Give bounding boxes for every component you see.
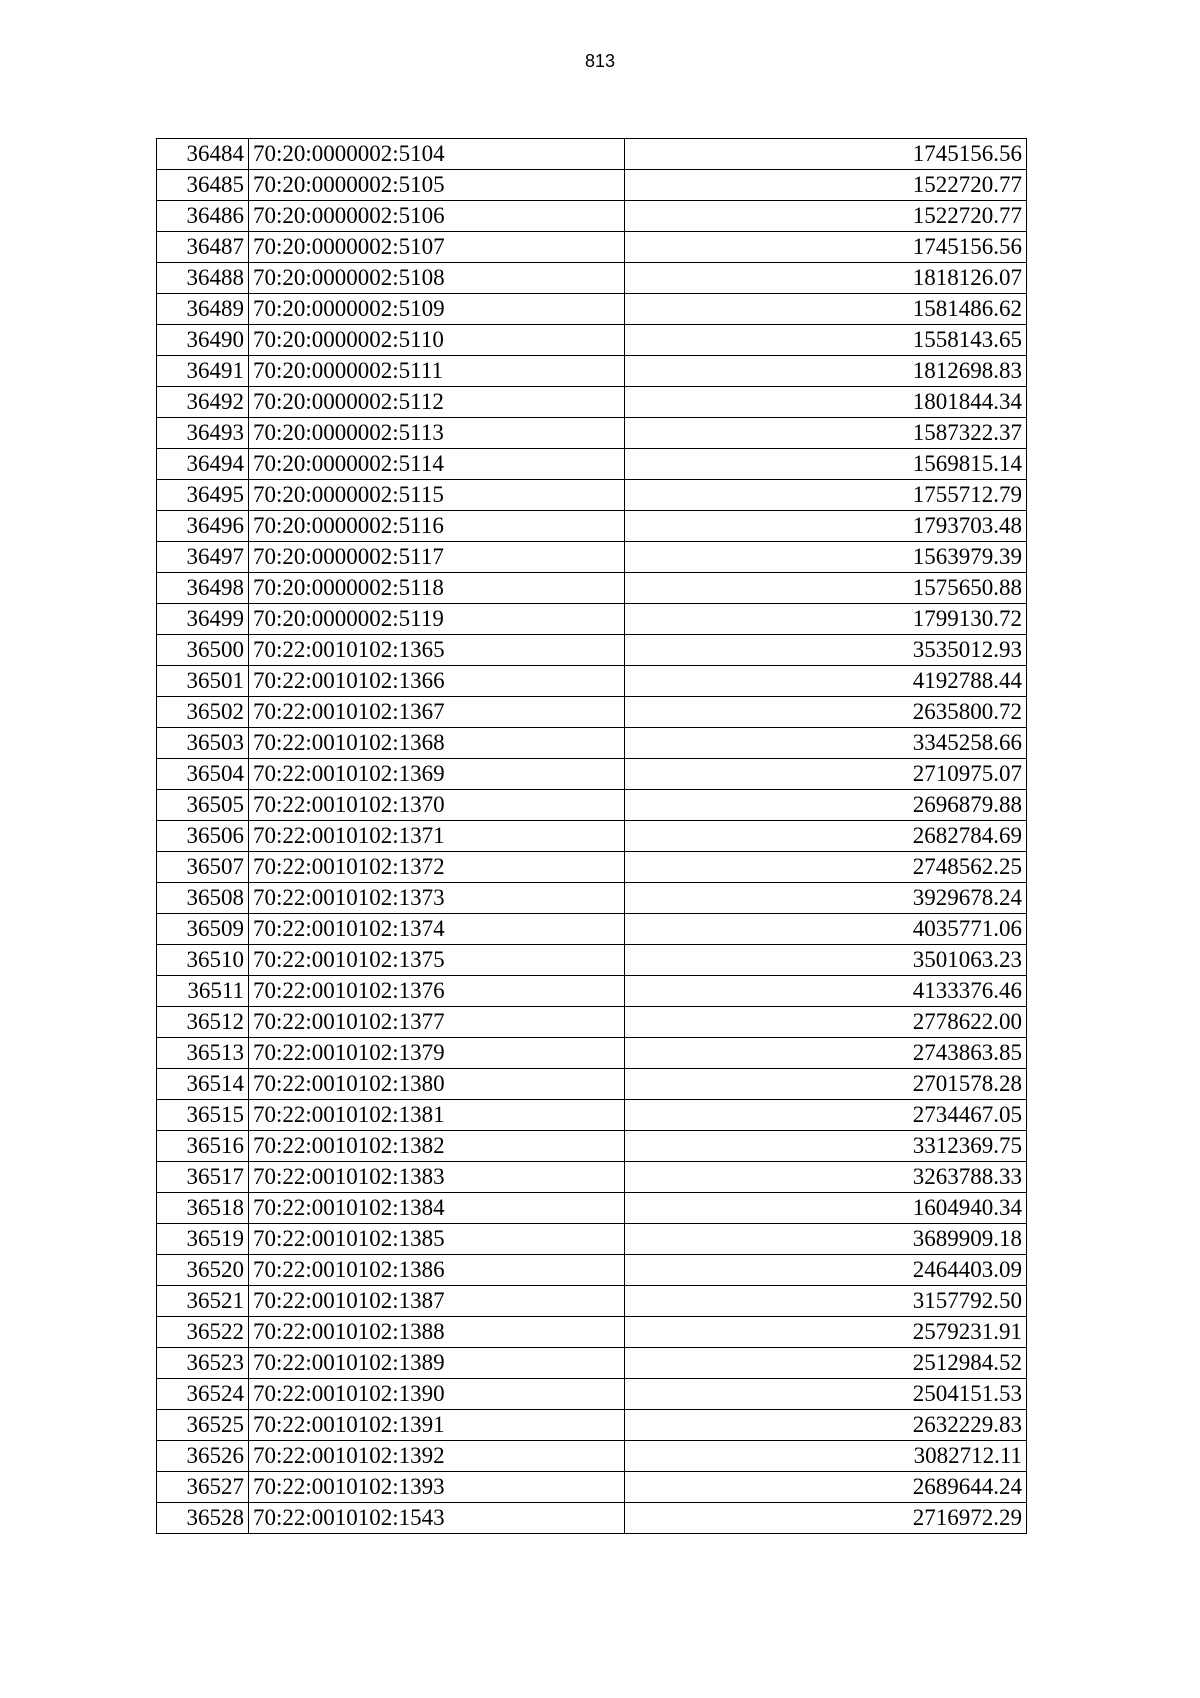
row-number-cell: 36507 [157, 852, 249, 883]
cadastral-value-cell: 2512984.52 [625, 1348, 1027, 1379]
cadastral-number-cell: 70:22:0010102:1377 [249, 1007, 625, 1038]
cadastral-number-cell: 70:22:0010102:1370 [249, 790, 625, 821]
table-row [157, 1100, 1027, 1131]
table-row [157, 1379, 1027, 1410]
row-number-cell: 36517 [157, 1162, 249, 1193]
cadastral-value-cell: 1558143.65 [625, 325, 1027, 356]
row-number-cell: 36509 [157, 914, 249, 945]
table-body [157, 139, 1027, 1534]
cadastral-value-cell: 1575650.88 [625, 573, 1027, 604]
row-number-cell: 36490 [157, 325, 249, 356]
cadastral-value-cell: 1522720.77 [625, 201, 1027, 232]
table-row [157, 449, 1027, 480]
cadastral-number-cell: 70:22:0010102:1371 [249, 821, 625, 852]
table-row [157, 542, 1027, 573]
table-row [157, 1069, 1027, 1100]
cadastral-value-cell: 1801844.34 [625, 387, 1027, 418]
cadastral-value-cell: 1587322.37 [625, 418, 1027, 449]
table-row [157, 170, 1027, 201]
table-row [157, 790, 1027, 821]
row-number-cell: 36519 [157, 1224, 249, 1255]
row-number-cell: 36504 [157, 759, 249, 790]
cadastral-value-cell: 2579231.91 [625, 1317, 1027, 1348]
table-row [157, 821, 1027, 852]
cadastral-number-cell: 70:22:0010102:1384 [249, 1193, 625, 1224]
table-row [157, 1007, 1027, 1038]
cadastral-value-cell: 3929678.24 [625, 883, 1027, 914]
table-row [157, 1503, 1027, 1534]
table-row [157, 263, 1027, 294]
table-row [157, 139, 1027, 170]
cadastral-value-cell: 2635800.72 [625, 697, 1027, 728]
table-row [157, 1131, 1027, 1162]
row-number-cell: 36501 [157, 666, 249, 697]
page-number: 813 [584, 51, 616, 71]
table-row [157, 1348, 1027, 1379]
row-number-cell: 36497 [157, 542, 249, 573]
cadastral-number-cell: 70:22:0010102:1389 [249, 1348, 625, 1379]
table-row [157, 1224, 1027, 1255]
row-number-cell: 36522 [157, 1317, 249, 1348]
cadastral-value-cell: 3689909.18 [625, 1224, 1027, 1255]
cadastral-value-cell: 2689644.24 [625, 1472, 1027, 1503]
row-number-cell: 36516 [157, 1131, 249, 1162]
table-row [157, 511, 1027, 542]
cadastral-value-cell: 2464403.09 [625, 1255, 1027, 1286]
table-row [157, 604, 1027, 635]
table-row [157, 201, 1027, 232]
table-row [157, 1038, 1027, 1069]
table-row [157, 759, 1027, 790]
cadastral-number-cell: 70:22:0010102:1385 [249, 1224, 625, 1255]
table-row [157, 976, 1027, 1007]
cadastral-number-cell: 70:20:0000002:5115 [249, 480, 625, 511]
cadastral-number-cell: 70:20:0000002:5112 [249, 387, 625, 418]
cadastral-number-cell: 70:22:0010102:1388 [249, 1317, 625, 1348]
row-number-cell: 36506 [157, 821, 249, 852]
cadastral-value-cell: 3312369.75 [625, 1131, 1027, 1162]
cadastral-value-cell: 4133376.46 [625, 976, 1027, 1007]
cadastral-value-cell: 3501063.23 [625, 945, 1027, 976]
cadastral-value-table [156, 138, 1027, 1534]
row-number-cell: 36502 [157, 697, 249, 728]
row-number-cell: 36494 [157, 449, 249, 480]
cadastral-value-cell: 1799130.72 [625, 604, 1027, 635]
cadastral-number-cell: 70:22:0010102:1373 [249, 883, 625, 914]
table-row [157, 573, 1027, 604]
cadastral-value-cell: 2701578.28 [625, 1069, 1027, 1100]
row-number-cell: 36505 [157, 790, 249, 821]
cadastral-number-cell: 70:22:0010102:1387 [249, 1286, 625, 1317]
table-row [157, 1286, 1027, 1317]
cadastral-number-cell: 70:22:0010102:1386 [249, 1255, 625, 1286]
row-number-cell: 36521 [157, 1286, 249, 1317]
cadastral-value-cell: 3082712.11 [625, 1441, 1027, 1472]
table-row [157, 418, 1027, 449]
cadastral-number-cell: 70:20:0000002:5111 [249, 356, 625, 387]
cadastral-number-cell: 70:22:0010102:1375 [249, 945, 625, 976]
row-number-cell: 36498 [157, 573, 249, 604]
cadastral-value-cell: 2682784.69 [625, 821, 1027, 852]
row-number-cell: 36514 [157, 1069, 249, 1100]
row-number-cell: 36523 [157, 1348, 249, 1379]
table-row [157, 852, 1027, 883]
cadastral-value-cell: 4035771.06 [625, 914, 1027, 945]
row-number-cell: 36515 [157, 1100, 249, 1131]
cadastral-number-cell: 70:22:0010102:1367 [249, 697, 625, 728]
row-number-cell: 36526 [157, 1441, 249, 1472]
table-row [157, 480, 1027, 511]
cadastral-value-cell: 1604940.34 [625, 1193, 1027, 1224]
table-row [157, 232, 1027, 263]
table-row [157, 728, 1027, 759]
cadastral-number-cell: 70:22:0010102:1368 [249, 728, 625, 759]
cadastral-value-cell: 1812698.83 [625, 356, 1027, 387]
table-row [157, 945, 1027, 976]
table-row [157, 1410, 1027, 1441]
row-number-cell: 36512 [157, 1007, 249, 1038]
cadastral-number-cell: 70:20:0000002:5108 [249, 263, 625, 294]
row-number-cell: 36528 [157, 1503, 249, 1534]
row-number-cell: 36499 [157, 604, 249, 635]
cadastral-number-cell: 70:20:0000002:5107 [249, 232, 625, 263]
table-row [157, 294, 1027, 325]
table-row [157, 914, 1027, 945]
row-number-cell: 36496 [157, 511, 249, 542]
row-number-cell: 36513 [157, 1038, 249, 1069]
row-number-cell: 36488 [157, 263, 249, 294]
cadastral-number-cell: 70:20:0000002:5116 [249, 511, 625, 542]
cadastral-number-cell: 70:20:0000002:5118 [249, 573, 625, 604]
cadastral-number-cell: 70:22:0010102:1372 [249, 852, 625, 883]
cadastral-value-cell: 1569815.14 [625, 449, 1027, 480]
table-row [157, 356, 1027, 387]
row-number-cell: 36511 [157, 976, 249, 1007]
cadastral-number-cell: 70:22:0010102:1379 [249, 1038, 625, 1069]
table-row [157, 1317, 1027, 1348]
row-number-cell: 36503 [157, 728, 249, 759]
cadastral-value-cell: 2748562.25 [625, 852, 1027, 883]
cadastral-value-cell: 2504151.53 [625, 1379, 1027, 1410]
cadastral-number-cell: 70:20:0000002:5110 [249, 325, 625, 356]
cadastral-value-cell: 1745156.56 [625, 232, 1027, 263]
table-row [157, 1441, 1027, 1472]
row-number-cell: 36508 [157, 883, 249, 914]
cadastral-value-cell: 1818126.07 [625, 263, 1027, 294]
cadastral-value-cell: 2632229.83 [625, 1410, 1027, 1441]
row-number-cell: 36491 [157, 356, 249, 387]
cadastral-value-cell: 2696879.88 [625, 790, 1027, 821]
cadastral-number-cell: 70:20:0000002:5105 [249, 170, 625, 201]
row-number-cell: 36520 [157, 1255, 249, 1286]
cadastral-number-cell: 70:22:0010102:1543 [249, 1503, 625, 1534]
cadastral-number-cell: 70:20:0000002:5109 [249, 294, 625, 325]
row-number-cell: 36500 [157, 635, 249, 666]
cadastral-number-cell: 70:22:0010102:1383 [249, 1162, 625, 1193]
cadastral-number-cell: 70:20:0000002:5119 [249, 604, 625, 635]
table-row [157, 1193, 1027, 1224]
table-row [157, 883, 1027, 914]
cadastral-value-cell: 3535012.93 [625, 635, 1027, 666]
row-number-cell: 36527 [157, 1472, 249, 1503]
cadastral-number-cell: 70:22:0010102:1366 [249, 666, 625, 697]
row-number-cell: 36510 [157, 945, 249, 976]
row-number-cell: 36492 [157, 387, 249, 418]
cadastral-number-cell: 70:22:0010102:1376 [249, 976, 625, 1007]
row-number-cell: 36487 [157, 232, 249, 263]
cadastral-value-cell: 3263788.33 [625, 1162, 1027, 1193]
row-number-cell: 36493 [157, 418, 249, 449]
cadastral-number-cell: 70:20:0000002:5104 [249, 139, 625, 170]
cadastral-number-cell: 70:22:0010102:1380 [249, 1069, 625, 1100]
cadastral-number-cell: 70:20:0000002:5117 [249, 542, 625, 573]
row-number-cell: 36484 [157, 139, 249, 170]
table-row [157, 1472, 1027, 1503]
row-number-cell: 36489 [157, 294, 249, 325]
cadastral-number-cell: 70:22:0010102:1381 [249, 1100, 625, 1131]
row-number-cell: 36486 [157, 201, 249, 232]
cadastral-number-cell: 70:20:0000002:5113 [249, 418, 625, 449]
table-row [157, 1255, 1027, 1286]
cadastral-value-cell: 1522720.77 [625, 170, 1027, 201]
table-row [157, 635, 1027, 666]
cadastral-value-cell: 4192788.44 [625, 666, 1027, 697]
cadastral-value-cell: 2710975.07 [625, 759, 1027, 790]
cadastral-value-cell: 2734467.05 [625, 1100, 1027, 1131]
table-row [157, 325, 1027, 356]
row-number-cell: 36525 [157, 1410, 249, 1441]
cadastral-value-cell: 1581486.62 [625, 294, 1027, 325]
cadastral-number-cell: 70:22:0010102:1369 [249, 759, 625, 790]
cadastral-value-cell: 1793703.48 [625, 511, 1027, 542]
cadastral-value-cell: 3345258.66 [625, 728, 1027, 759]
cadastral-value-cell: 1755712.79 [625, 480, 1027, 511]
row-number-cell: 36518 [157, 1193, 249, 1224]
row-number-cell: 36524 [157, 1379, 249, 1410]
row-number-cell: 36495 [157, 480, 249, 511]
cadastral-number-cell: 70:22:0010102:1393 [249, 1472, 625, 1503]
cadastral-value-cell: 2778622.00 [625, 1007, 1027, 1038]
table-row [157, 1162, 1027, 1193]
cadastral-value-cell: 1563979.39 [625, 542, 1027, 573]
cadastral-number-cell: 70:22:0010102:1382 [249, 1131, 625, 1162]
cadastral-number-cell: 70:22:0010102:1374 [249, 914, 625, 945]
row-number-cell: 36485 [157, 170, 249, 201]
cadastral-number-cell: 70:22:0010102:1392 [249, 1441, 625, 1472]
cadastral-number-cell: 70:22:0010102:1391 [249, 1410, 625, 1441]
table-row [157, 697, 1027, 728]
cadastral-number-cell: 70:22:0010102:1365 [249, 635, 625, 666]
table-row [157, 666, 1027, 697]
cadastral-number-cell: 70:20:0000002:5114 [249, 449, 625, 480]
cadastral-number-cell: 70:20:0000002:5106 [249, 201, 625, 232]
cadastral-value-cell: 2716972.29 [625, 1503, 1027, 1534]
cadastral-value-cell: 3157792.50 [625, 1286, 1027, 1317]
cadastral-value-cell: 2743863.85 [625, 1038, 1027, 1069]
table-row [157, 387, 1027, 418]
cadastral-number-cell: 70:22:0010102:1390 [249, 1379, 625, 1410]
cadastral-value-cell: 1745156.56 [625, 139, 1027, 170]
